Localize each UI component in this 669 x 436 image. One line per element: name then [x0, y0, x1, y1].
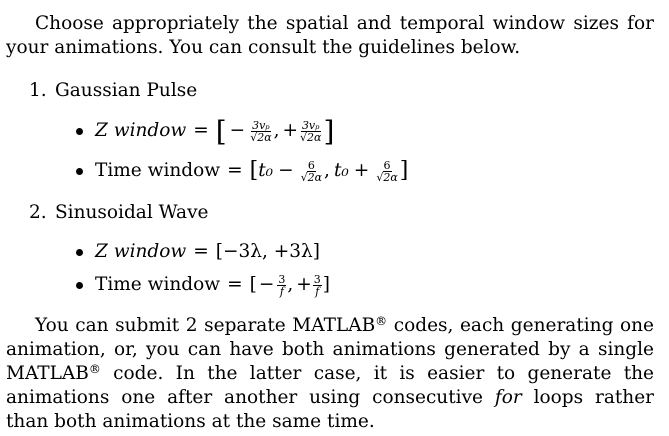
denominator: f — [279, 284, 284, 298]
equals-sign: = — [227, 160, 243, 181]
close-bracket: ] — [399, 158, 409, 183]
fraction — [277, 274, 286, 297]
intro-text: Choose appropriately the spatial and temporal window sizes for your animations. You can consult the guidelines below. — [6, 13, 654, 58]
open-bracket: [ — [215, 115, 227, 148]
gaussian-z-window-item — [76, 115, 335, 148]
numerator: 3vₚ — [252, 118, 270, 132]
plus-sign: + — [353, 160, 370, 181]
close-bracket: ] — [322, 274, 330, 295]
denominator: f — [315, 284, 320, 298]
numerator: 3 — [313, 272, 321, 286]
denominator: √2α — [376, 170, 398, 184]
numerator: 6 — [383, 158, 391, 172]
item-label: Time window — [95, 274, 221, 295]
gaussian-time-window-item — [76, 159, 408, 183]
bullet-icon — [76, 128, 83, 135]
numerator: 3 — [278, 272, 286, 286]
fraction — [300, 160, 323, 183]
fraction — [313, 274, 322, 297]
registered-mark: ® — [88, 362, 101, 376]
fraction — [375, 160, 398, 183]
section-sinusoidal-wave-heading — [29, 201, 208, 225]
denominator: √2α — [300, 130, 322, 144]
t0-term: t₀ — [333, 160, 349, 181]
registered-mark: ® — [375, 314, 388, 328]
close-bracket: ] — [323, 115, 335, 148]
bullet-icon — [76, 168, 83, 175]
item-label: Z window — [95, 120, 187, 141]
sinusoidal-z-window-item — [76, 240, 320, 264]
outro-text-2: codes, each generating one animation, or, you can have both animations generated by a single MATLAB — [6, 315, 654, 384]
numerator: 6 — [307, 158, 315, 172]
bullet-icon — [76, 282, 83, 289]
section-gaussian-pulse-heading — [29, 79, 197, 103]
fraction — [299, 120, 322, 143]
section-title: Gaussian Pulse — [55, 80, 198, 101]
open-bracket: [ — [249, 274, 257, 295]
section-number: 1. — [29, 80, 47, 101]
equals-sign: = — [193, 241, 209, 262]
separator: , — [324, 160, 330, 181]
intro-paragraph — [6, 12, 654, 60]
minus-sign: − — [258, 274, 275, 295]
minus-sign: − — [229, 120, 246, 141]
separator: , — [273, 120, 280, 141]
t0-term: t₀ — [258, 160, 274, 181]
open-bracket: [ — [249, 158, 259, 183]
fraction — [249, 120, 272, 143]
minus-sign: − — [278, 160, 294, 181]
section-number: 2. — [29, 202, 47, 223]
denominator: √2α — [300, 170, 323, 184]
outro-text-3: code. In the latter case, it is easier to generate the animations one after another using consecutive — [6, 363, 654, 408]
section-title: Sinusoidal Wave — [55, 202, 209, 223]
plus-sign: + — [296, 274, 312, 295]
item-label: Z window — [95, 241, 187, 262]
sinusoidal-time-window-item — [76, 273, 330, 297]
plus-sign: + — [282, 120, 299, 141]
equals-sign: = — [227, 274, 243, 295]
emphasis-for: for — [494, 387, 522, 408]
numerator: 3vₚ — [301, 118, 320, 132]
outro-text-4: loops rather than both animations at the same time. — [6, 387, 654, 432]
item-label: Time window — [95, 160, 221, 181]
outro-text-1: You can submit 2 separate MATLAB — [35, 315, 376, 336]
outro-paragraph — [6, 314, 654, 434]
bullet-icon — [76, 249, 83, 256]
separator: , — [287, 274, 294, 295]
window-value: [−3λ, +3λ] — [215, 241, 320, 262]
denominator: √2α — [250, 130, 272, 144]
equals-sign: = — [193, 120, 209, 141]
